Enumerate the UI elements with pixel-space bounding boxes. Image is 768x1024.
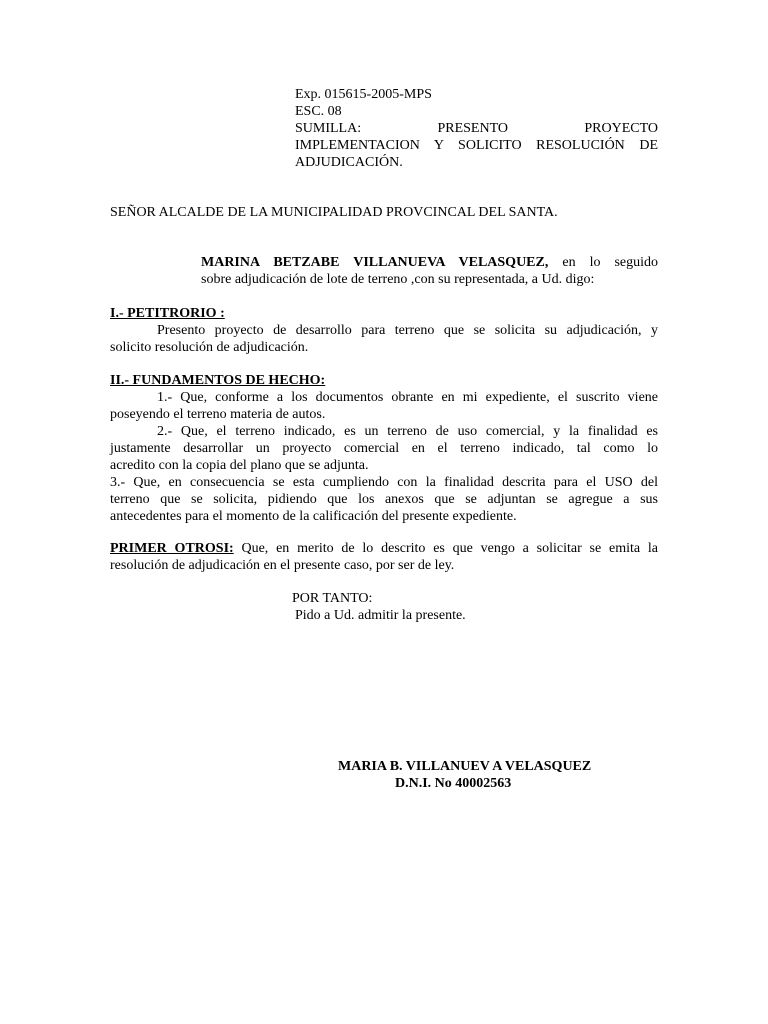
closing-request: Pido a Ud. admitir la presente. — [295, 608, 466, 623]
otrosi-line-2: resolución de adjudicación en el presente caso, por ser de ley. — [110, 558, 455, 573]
header-block — [295, 86, 658, 171]
fundamento-1-line-2: poseyendo el terreno materia de autos. — [110, 407, 326, 422]
intro-line-1 — [201, 254, 658, 271]
section-fundamentos — [110, 372, 658, 525]
fundamento-3-line-1: 3.- Que, en consecuencia se esta cumpliendo con la finalidad descrita para el USO del — [110, 475, 658, 490]
fundamento-2-line-3: acredito con la copia del plano que se adjunta. — [110, 458, 369, 473]
primer-otrosi — [110, 540, 658, 574]
fundamento-1-line-1: 1.- Que, conforme a los documentos obrante en mi expediente, el suscrito viene — [157, 390, 658, 405]
fundamento-3-line-3: antecedentes para el momento de la calificación del presente expediente. — [110, 509, 517, 524]
otrosi-line-1 — [110, 540, 658, 557]
petitorio-line-2: solicito resolución de adjudicación. — [110, 340, 309, 355]
fundamento-2-line-2: justamente desarrollar un proyecto comercial en el terreno indicado, tal como lo — [110, 441, 658, 456]
intro-line-2: sobre adjudicación de lote de terreno ,con su representada, a Ud. digo: — [201, 272, 595, 287]
section-petitorio — [110, 305, 658, 356]
sumilla-line-3: ADJUDICACIÓN. — [295, 155, 403, 170]
addressee: SEÑOR ALCALDE DE LA MUNICIPALIDAD PROVCINCAL DEL SANTA. — [110, 205, 558, 220]
fundamento-2-line-1: 2.- Que, el terreno indicado, es un terreno de uso comercial, y la finalidad es — [157, 424, 658, 439]
petitorio-line-1: Presento proyecto de desarrollo para terreno que se solicita su adjudicación, y — [157, 323, 658, 338]
intro-block — [201, 254, 658, 288]
signature-block — [338, 758, 591, 792]
otrosi-line-1-rest: Que, en merito de lo descrito es que vengo a solicitar se emita la — [233, 541, 658, 556]
por-tanto: POR TANTO: — [292, 591, 373, 606]
expediente-number: Exp. 015615-2005-MPS — [295, 87, 432, 102]
otrosi-label: PRIMER OTROSI: — [110, 541, 234, 556]
closing-block — [292, 590, 466, 624]
fundamento-3-line-2: terreno que se solicita, pidiendo que los anexos que se adjuntan se agregue a sus — [110, 492, 658, 507]
signature-name: MARIA B. VILLANUEV A VELASQUEZ — [338, 759, 592, 774]
section-heading-fundamentos: II.- FUNDAMENTOS DE HECHO: — [110, 373, 326, 388]
sumilla-line-1: SUMILLA: PRESENTO PROYECTO — [295, 121, 658, 136]
intro-line-1-rest: en lo seguido — [548, 255, 658, 270]
sumilla-line-2: IMPLEMENTACION Y SOLICITO RESOLUCIÓN DE — [295, 138, 658, 153]
section-heading-petitorio: I.- PETITRORIO : — [110, 306, 225, 321]
escrito-number: ESC. 08 — [295, 104, 342, 119]
signature-dni: D.N.I. No 40002563 — [395, 776, 512, 791]
petitioner-name: MARINA BETZABE VILLANUEVA VELASQUEZ, — [201, 255, 549, 270]
